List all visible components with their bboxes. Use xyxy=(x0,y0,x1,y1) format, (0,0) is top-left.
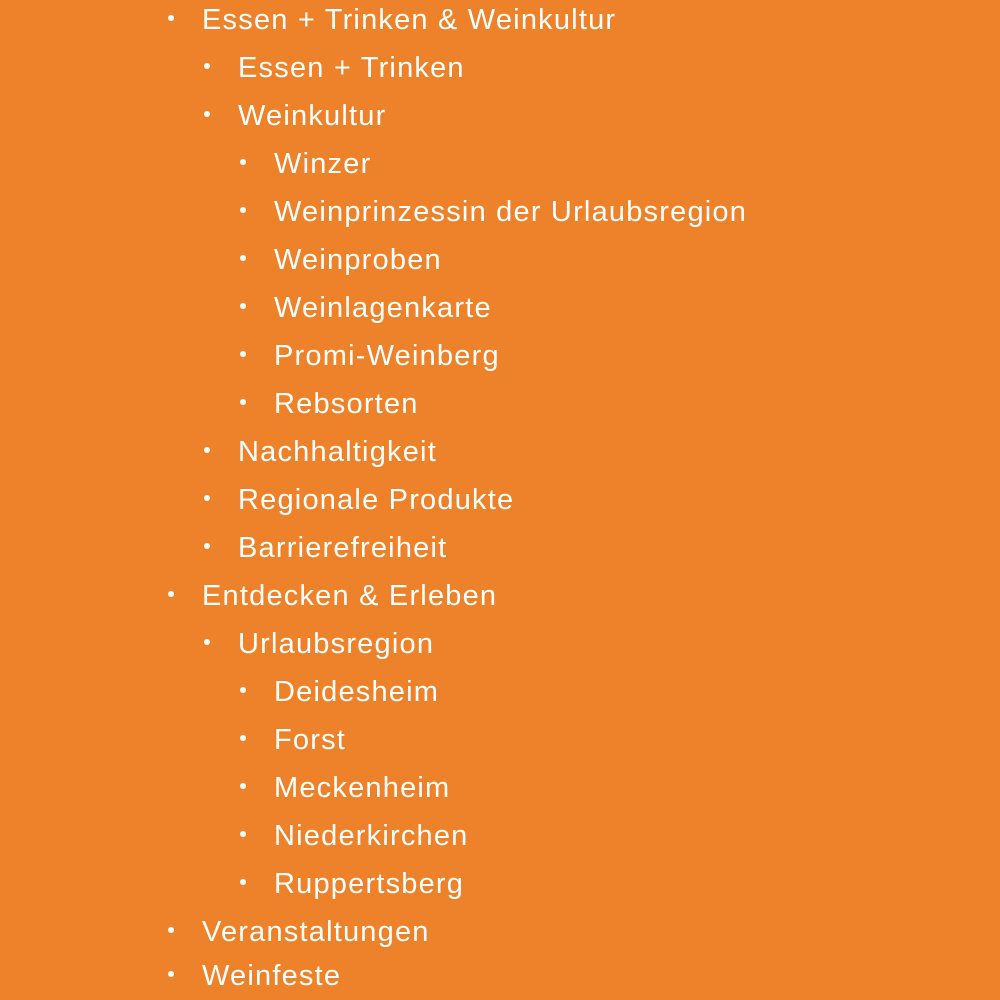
menu-item-label: Niederkirchen xyxy=(274,820,469,852)
bullet-dot-icon xyxy=(204,543,210,549)
menu-item-essen-trinken-weinkultur[interactable] xyxy=(168,0,616,44)
bullet-dot-icon xyxy=(204,63,210,69)
bullet-dot-icon xyxy=(240,831,246,837)
bullet-dot-icon xyxy=(204,447,210,453)
menu-item-entdecken-erleben[interactable] xyxy=(168,572,497,620)
menu-item-label: Promi-Weinberg xyxy=(274,340,500,372)
bullet-dot-icon xyxy=(240,255,246,261)
menu-item-label: Entdecken & Erleben xyxy=(202,580,498,612)
menu-item-promi-weinberg[interactable] xyxy=(240,332,500,380)
bullet-dot-icon xyxy=(204,639,210,645)
menu-item-regionale-produkte[interactable] xyxy=(204,476,514,524)
menu-item-winzer[interactable] xyxy=(240,140,371,188)
menu-item-weinlagenkarte[interactable] xyxy=(240,284,492,332)
menu-item-label: Essen + Trinken xyxy=(238,52,465,84)
menu-item-label: Essen + Trinken & Weinkultur xyxy=(202,4,617,36)
menu-item-label: Nachhaltigkeit xyxy=(238,436,437,468)
menu-item-weinprinzessin[interactable] xyxy=(240,188,747,236)
bullet-dot-icon xyxy=(168,591,174,597)
menu-item-label: Weinprinzessin der Urlaubsregion xyxy=(274,196,748,228)
bullet-dot-icon xyxy=(240,879,246,885)
menu-item-veranstaltungen[interactable] xyxy=(168,908,430,956)
menu-item-label: Forst xyxy=(274,724,347,756)
menu-item-weinkultur[interactable] xyxy=(204,92,386,140)
bullet-dot-icon xyxy=(204,495,210,501)
bullet-dot-icon xyxy=(240,687,246,693)
menu-item-niederkirchen[interactable] xyxy=(240,812,469,860)
menu-item-nachhaltigkeit[interactable] xyxy=(204,428,437,476)
bullet-dot-icon xyxy=(240,735,246,741)
menu-item-essen-trinken[interactable] xyxy=(204,44,465,92)
menu-item-label: Veranstaltungen xyxy=(202,916,430,948)
menu-item-label: Weinkultur xyxy=(238,100,387,132)
menu-item-ruppertsberg[interactable] xyxy=(240,860,464,908)
menu-item-weinfeste[interactable] xyxy=(168,952,341,1000)
menu-item-label: Ruppertsberg xyxy=(274,868,465,900)
menu-item-rebsorten[interactable] xyxy=(240,380,419,428)
menu-item-label: Urlaubsregion xyxy=(238,628,435,660)
bullet-dot-icon xyxy=(240,159,246,165)
menu-item-label: Deidesheim xyxy=(274,676,440,708)
menu-item-label: Weinlagenkarte xyxy=(274,292,492,324)
menu-item-label: Weinproben xyxy=(274,244,442,276)
bullet-dot-icon xyxy=(168,971,174,977)
menu-item-deidesheim[interactable] xyxy=(240,668,439,716)
bullet-dot-icon xyxy=(168,927,174,933)
menu-item-label: Rebsorten xyxy=(274,388,419,420)
bullet-dot-icon xyxy=(204,111,210,117)
menu-item-weinproben[interactable] xyxy=(240,236,442,284)
menu-item-label: Winzer xyxy=(274,148,372,180)
bullet-dot-icon xyxy=(240,783,246,789)
bullet-dot-icon xyxy=(240,207,246,213)
bullet-dot-icon xyxy=(240,303,246,309)
menu-item-barrierefreiheit[interactable] xyxy=(204,524,447,572)
menu-item-urlaubsregion[interactable] xyxy=(204,620,434,668)
bullet-dot-icon xyxy=(240,351,246,357)
menu-item-label: Meckenheim xyxy=(274,772,451,804)
bullet-dot-icon xyxy=(168,15,174,21)
menu-item-meckenheim[interactable] xyxy=(240,764,450,812)
menu-item-label: Regionale Produkte xyxy=(238,484,515,516)
menu-item-forst[interactable] xyxy=(240,716,346,764)
menu-item-label: Weinfeste xyxy=(202,960,342,992)
menu-item-label: Barrierefreiheit xyxy=(238,532,448,564)
bullet-dot-icon xyxy=(240,399,246,405)
